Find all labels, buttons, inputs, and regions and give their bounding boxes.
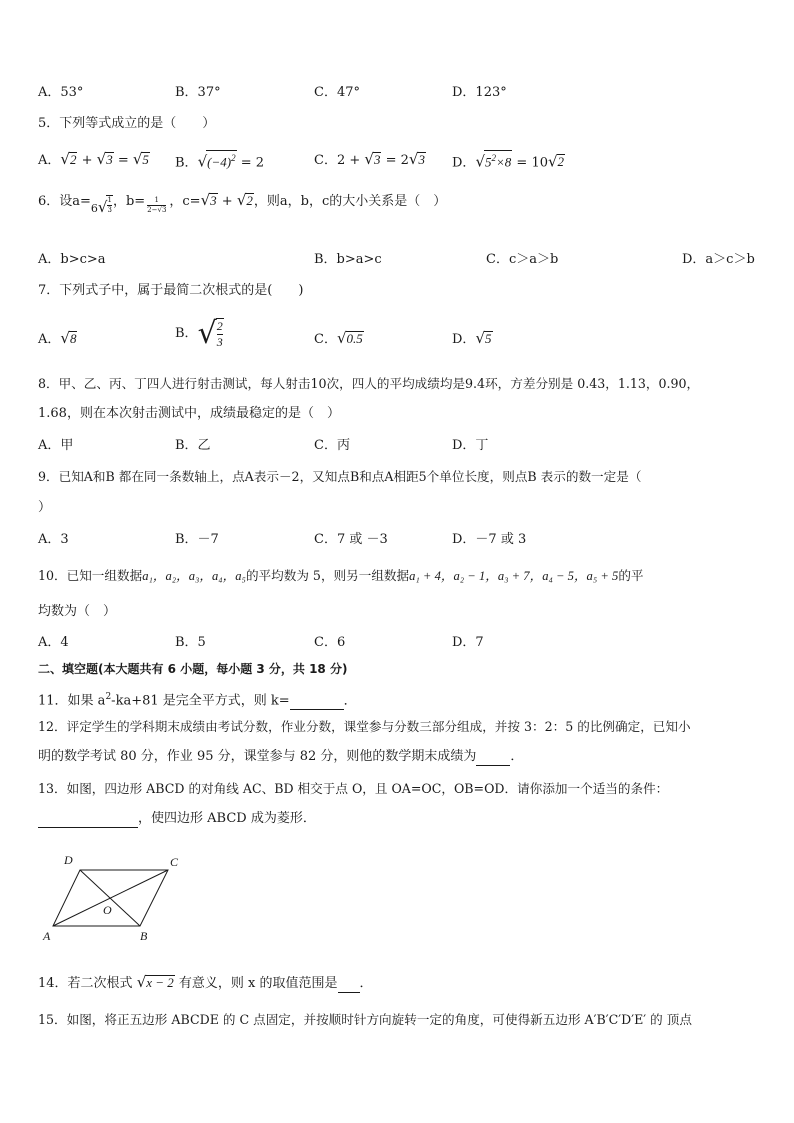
q4-option-c: C．47°: [314, 85, 360, 100]
q8-option-c: C．丙: [314, 438, 350, 453]
q4-option-b: B．37°: [175, 85, 221, 100]
q10-option-d: D．7: [452, 635, 484, 650]
q13-parallelogram-figure: [40, 848, 190, 943]
q6-option-a: A．b>c>a: [38, 252, 106, 267]
q10-option-a: A．4: [38, 635, 69, 650]
q5-option-d: D．$√5^2\times 8 = 10√2$: [452, 150, 565, 172]
diagonal-bd: [80, 870, 140, 926]
q7-option-d: D．√5: [452, 329, 492, 347]
q8-line-1-text: 8．甲、乙、丙、丁四人进行射击测试，每人射击10次，四人的平均成绩均是9.4环，方差分别是 0.43，1.13，0.90，: [38, 376, 700, 391]
label-o: O: [103, 903, 112, 917]
q8-option-b: B．乙: [175, 438, 211, 453]
q5-option-a: A．√2 + √3 = √5: [38, 150, 149, 168]
q7-option-a: A．√8: [38, 329, 77, 347]
q6-option-d: D．a＞c＞b: [682, 252, 755, 267]
q6-stem: 6．设a=6√ $\frac{1}{3}$ ，b= $\frac{1}{2-√3}$ ，c=√3 + √2，则a，b，c的大小关系是（ ）: [38, 191, 447, 216]
q11-answer-blank[interactable]: [290, 709, 344, 710]
q10-line-2: 均数为（ ）: [38, 604, 117, 619]
q10-option-c: C．6: [314, 635, 346, 650]
q12-line-2: 明的数学考试 80 分，作业 95 分，课堂参与 82 分，则他的数学期末成绩为 ．: [38, 749, 524, 764]
q5-option-c: C．2 + √3 = 2√3: [314, 150, 425, 168]
q12-answer-blank[interactable]: [476, 765, 510, 766]
section-2-title: 二、填空题(本大题共有 6 小题，每小题 3 分，共 18 分): [38, 662, 348, 676]
q6-option-c: C．c＞a＞b: [486, 252, 559, 267]
q12-line-1: 12．评定学生的学科期末成绩由考试分数，作业分数，课堂参与分数三部分组成，并按 3：2：5 的比例确定，已知小: [38, 719, 691, 734]
q13-line-1: 13．如图，四边形 ABCD 的对角线 AC、BD 相交于点 O，且 OA=OC，OB=OD．请你添加一个适当的条件：: [38, 781, 669, 796]
q8-option-a: A．甲: [38, 438, 74, 453]
q4-option-a: A．53°: [38, 85, 84, 100]
q5-option-b: B．$√(-4)^2 = 2$: [175, 150, 264, 172]
label-c: C: [170, 855, 179, 869]
q13-answer-blank[interactable]: [38, 811, 138, 828]
q9-line-2: ）: [38, 500, 52, 515]
q9-line-1: 9．已知A和B 都在同一条数轴上，点A表示－2，又知点B和点A相距5个单位长度，则点B 表示的数一定是（: [38, 469, 642, 484]
q7-option-b: B．√ $\frac{2}{3}$: [175, 316, 223, 351]
q8-line-2: 1.68，则在本次射击测试中，成绩最稳定的是（ ）: [38, 406, 340, 421]
q7-option-c: C．√0.5: [314, 329, 363, 347]
q8-option-d: D．丁: [452, 438, 489, 453]
q6-option-b: B．b>a>c: [314, 252, 382, 267]
label-b: B: [140, 929, 148, 943]
q5-stem: 5．下列等式成立的是（ ）: [38, 116, 216, 131]
q15-line-1: 15．如图，将正五边形 ABCDE 的 C 点固定，并按顺时针方向旋转一定的角度，可使得新五边形 A′B′C′D′E′ 的 顶点: [38, 1012, 692, 1027]
q9-option-b: B．－7: [175, 532, 219, 547]
q7-stem: 7．下列式子中，属于最简二次根式的是( ): [38, 283, 304, 298]
q9-option-c: C．7 或 －3: [314, 532, 388, 547]
q14-answer-blank[interactable]: [338, 992, 360, 993]
q10-line-1: 10．已知一组数据a₁，a₂，a₃，a₄，a₅的平均数为 5，则另一组数据a₁ + 4，a₂ − 1，a₃ + 7，a₄ − 5，a₅ + 5的平: [38, 568, 644, 583]
q4-option-d: D．123°: [452, 85, 507, 100]
q13-line-2: ，使四边形 ABCD 成为菱形．: [38, 810, 316, 828]
q11: 11．如果 $a^2-ka+81$ 是完全平方式，则 k= ．: [38, 692, 357, 709]
q14: 14．若二次根式 √x − 2 有意义，则 x 的取值范围是 ．: [38, 973, 373, 991]
label-a: A: [43, 929, 51, 943]
q9-option-d: D．－7 或 3: [452, 532, 527, 547]
q9-option-a: A．3: [38, 532, 69, 547]
q10-option-b: B．5: [175, 635, 206, 650]
label-d: D: [64, 853, 73, 867]
